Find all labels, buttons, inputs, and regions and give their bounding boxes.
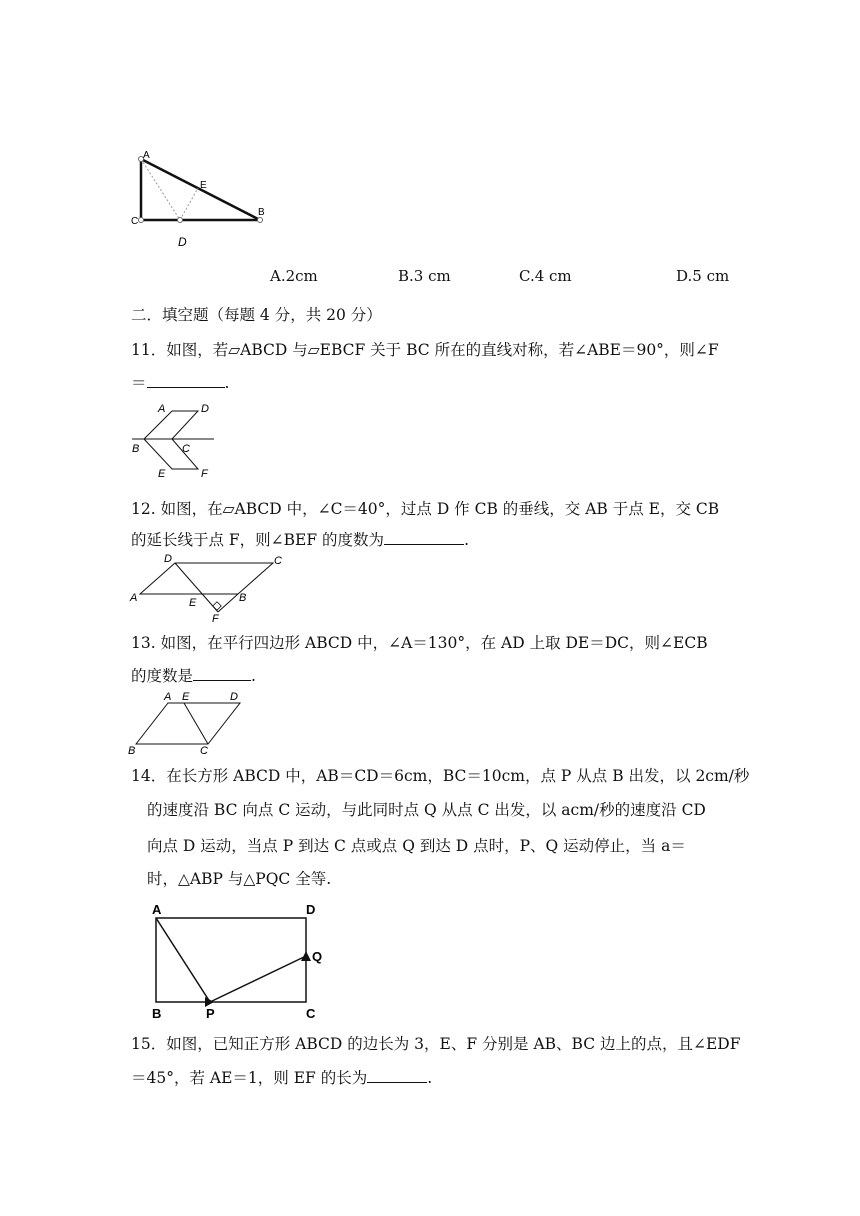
- label-D: D: [178, 235, 187, 249]
- label-A: A: [158, 403, 166, 415]
- label-A: A: [152, 902, 162, 917]
- q14-line4: 时，△ABP 与△PQC 全等.: [147, 870, 332, 888]
- label-D: D: [230, 691, 238, 703]
- q11-eq: ＝: [131, 374, 147, 392]
- label-Q: Q: [312, 949, 323, 964]
- q13-answer-blank[interactable]: [193, 679, 251, 681]
- dotted-DE: [180, 188, 198, 220]
- segment-BF: [218, 594, 238, 612]
- q11-line2: [131, 371, 229, 393]
- label-C: C: [131, 216, 139, 227]
- label-E: E: [182, 691, 190, 703]
- q13-line1: 13. 如图，在平行四边形 ABCD 中，∠A＝130°，在 AD 上取 DE＝DC，则∠ECB: [131, 634, 708, 652]
- q13-line2: [131, 664, 256, 686]
- figure-q10-triangle: [128, 148, 278, 253]
- right-angle-mark: [213, 602, 221, 610]
- q12-answer-blank[interactable]: [384, 543, 464, 545]
- option-d: D.5 cm: [676, 267, 730, 285]
- q12-line2: [131, 528, 469, 550]
- label-P: P: [206, 1006, 215, 1021]
- q14-line2: 的速度沿 BC 向点 C 运动，与此同时点 Q 从点 C 出发，以 acm/秒的速度沿 CD: [147, 801, 706, 819]
- arrow-q: [301, 951, 311, 961]
- q11-answer-blank[interactable]: [147, 386, 225, 388]
- q11-line1: 11．如图，若▱ABCD 与▱EBCF 关于 BC 所在的直线对称，若∠ABE＝90°，则∠F: [131, 341, 719, 359]
- parallelogram-abcd: [144, 411, 198, 439]
- label-C: C: [274, 555, 282, 567]
- figure-q13: [128, 688, 248, 756]
- label-F: F: [212, 613, 219, 624]
- q14-line1: 14．在长方形 ABCD 中，AB＝CD＝6cm，BC＝10cm，点 P 从点 B 出发，以 2cm/秒: [131, 767, 750, 785]
- label-D: D: [306, 902, 316, 917]
- segment-EC: [184, 703, 208, 744]
- option-a: A.2cm: [270, 267, 318, 285]
- q15-line2: [131, 1066, 432, 1088]
- label-E: E: [189, 597, 197, 609]
- q13-text: 的度数是: [131, 667, 194, 685]
- label-B: B: [152, 1006, 162, 1021]
- figure-q14-rectangle: [140, 900, 340, 1022]
- q15-line1: 15．如图，已知正方形 ABCD 的边长为 3，E、F 分别是 AB、BC 边上的点，且∠EDF: [131, 1035, 741, 1053]
- label-F: F: [201, 468, 208, 480]
- segment-AP: [156, 918, 210, 1002]
- segment-DF: [175, 563, 218, 612]
- option-c: C.4 cm: [519, 267, 572, 285]
- label-D: D: [164, 553, 172, 565]
- label-C: C: [306, 1006, 316, 1021]
- label-C: C: [200, 745, 208, 756]
- label-B: B: [258, 207, 265, 218]
- figure-q12: [128, 552, 293, 624]
- q15-period: .: [427, 1069, 433, 1087]
- label-A: A: [130, 592, 138, 604]
- q11-period: .: [224, 374, 230, 392]
- q12-text: 的延长线于点 F，则∠BEF 的度数为: [131, 531, 385, 549]
- option-b: B.3 cm: [398, 267, 451, 285]
- label-C: C: [182, 443, 190, 455]
- label-A: A: [164, 691, 172, 703]
- figure-q11: [128, 400, 228, 482]
- label-E: E: [158, 468, 166, 480]
- label-D: D: [201, 403, 209, 415]
- q13-period: .: [251, 667, 256, 685]
- label-A: A: [143, 150, 150, 161]
- label-B: B: [128, 745, 136, 756]
- segment-PQ: [210, 956, 306, 1002]
- section-heading: 二．填空题（每题 4 分，共 20 分）: [131, 306, 382, 324]
- q15-answer-blank[interactable]: [367, 1081, 427, 1083]
- q12-period: .: [464, 531, 469, 549]
- q15-text: ＝45°，若 AE＝1，则 EF 的长为: [131, 1069, 368, 1087]
- label-B: B: [132, 443, 140, 455]
- label-B: B: [239, 592, 247, 604]
- q14-line3: 向点 D 运动，当点 P 到达 C 点或点 Q 到达 D 点时，P、Q 运动停止，当 a＝: [147, 837, 686, 855]
- q12-line1: 12. 如图，在▱ABCD 中，∠C＝40°，过点 D 作 CB 的垂线，交 AB 于点 E，交 CB: [131, 500, 720, 518]
- rectangle-abcd: [156, 918, 306, 1002]
- parallelogram-abcd: [140, 563, 273, 594]
- label-E: E: [200, 180, 207, 191]
